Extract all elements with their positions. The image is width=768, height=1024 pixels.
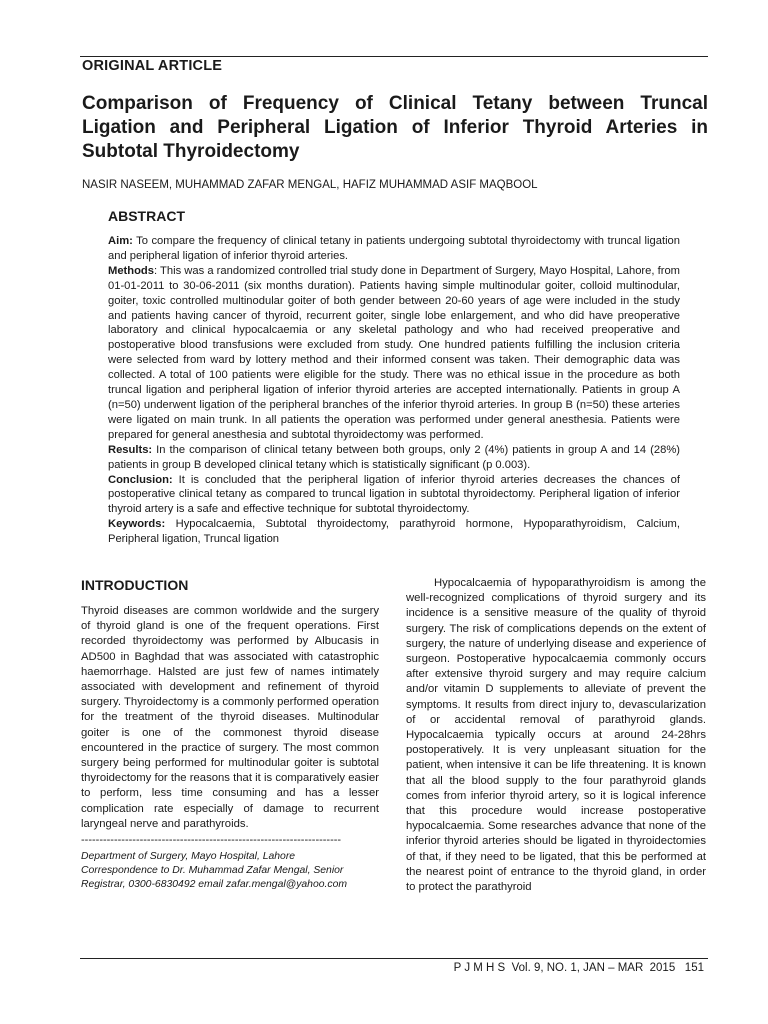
footnote-separator: ----------------------------------------------------------------------- (81, 834, 342, 847)
abstract-aim (108, 234, 680, 264)
results-text: In the comparison of clinical tetany between both groups, only 2 (4%) patients in group A and 14 (28%) patients in group B developed clinical tetany which is statistically significant (p 0.003). (108, 443, 680, 471)
article-title: Comparison of Frequency of Clinical Tetany between Truncal Ligation and Peripheral Ligation of Inferior Thyroid Arteries in Subtotal Thyroidectomy (82, 93, 708, 162)
abstract-keywords (108, 517, 680, 547)
aim-text: To compare the frequency of clinical tetany in patients undergoing subtotal thyroidectomy with truncal ligation and peripheral ligation of inferior thyroid arteries. (108, 235, 680, 262)
results-label: Results: (108, 443, 153, 456)
keywords-text: Hypocalcaemia, Subtotal thyroidectomy, parathyroid hormone, Hypoparathyroidism, Calcium, Peripheral ligation, Truncal ligation (108, 518, 680, 546)
abstract-results (108, 443, 680, 473)
introduction-paragraph-right: Hypocalcaemia of hypoparathyroidism is among the well-recognized complications of thyroid surgery and its incidence is a sensitive measure of the quality of thyroid surgery. The risk of complications depends on the extent of surgery, the nature of underlying disease and experience of surgeon. Postoperative hypocalcaemia commonly occurs after extensive thyroid surgery and may require calcium and/or vitamin D supplements to alleviate of prevent the symptoms. It results from direct injury to, devascularization of or accidental removal of parathyroid glands. Hypocalcaemia typically occurs at around 24-28hrs postoperatively. It is very unpleasant situation for the patient, when intensive it can be life threatening. It is known that all the blood supply to the four parathyroid glands comes from inferior thyroid artery, so it is logical inference that this procedure would increase postoperative hypocalcaemia. Some researches advance that none of the inferior thyroid arteries should be ligated in thyroidectomies of that, if they need to be ligated, that this be performed at the nearest point of entrance to the thyroid gland, in order to protect the parathyroid (406, 577, 706, 894)
conclusion-label: Conclusion: (108, 473, 173, 486)
footnote-contact: Registrar, 0300-6830492 email zafar.mengal@yahoo.com (81, 879, 348, 891)
footnote-correspondence: Correspondence to Dr. Muhammad Zafar Mengal, Senior (81, 865, 344, 877)
keywords-label: Keywords: (108, 518, 166, 531)
section-label: ORIGINAL ARTICLE (82, 58, 223, 74)
top-rule (80, 56, 708, 57)
left-column (81, 576, 379, 893)
author-list: NASIR NASEEM, MUHAMMAD ZAFAR MENGAL, HAFIZ MUHAMMAD ASIF MAQBOOL (82, 179, 538, 191)
abstract-heading: ABSTRACT (108, 208, 185, 224)
right-column (406, 576, 706, 895)
introduction-paragraph-left: Thyroid diseases are common worldwide and the surgery of thyroid gland is one of the frequent operations. First recorded thyroidectomy was performed by Albucasis in AD500 in Baghdad that was associated with catastrophic haemorrhage. Halsted are just few of names intimately associated with development and refinement of thyroid surgery. Thyroidectomy is a commonly performed operation for the treatment of the thyroid diseases. Multinodular goiter is one of the commonest thyroid disease encountered in the practice of surgery. The most common surgery being performed for multinodular goiter is subtotal thyroidectomy for the reasons that it is comparatively easier to perform, less time consuming and has a lesser complication rate especially of damage to recurrent laryngeal nerve and parathyroids. (81, 605, 379, 830)
abstract-conclusion (108, 473, 680, 518)
methods-label: Methods (108, 264, 154, 277)
aim-label: Aim: (108, 235, 133, 247)
abstract-body (108, 234, 680, 547)
footnote (81, 850, 379, 893)
bottom-rule (80, 958, 708, 959)
abstract-methods (108, 264, 680, 443)
introduction-heading: INTRODUCTION (81, 577, 189, 593)
methods-text: : This was a randomized controlled trial study done in Department of Surgery, Mayo Hospital, Lahore, from 01-01-2011 to 30-06-2011 (six months duration). Patients having simple multinodular goiter, colloid multinodular, goiter, toxic controlled multinodular goiter of both gender between 20-60 years of age were included in the study and patients having cancer of thyroid, recurrent goiter, single lobe enlargement, and who did have preoperative laboratory and clinical hypocalcaemia or any skeletal pathology and who had received preoperative and postoperative blood transfusions were excluded from study. One hundred patients fulfilling the inclusion criteria were selected from ward by lottery method and their informed consent was taken. Their demographic data was collected. A total of 100 patients were eligible for the study. There was no ethical issue in the procedure as both truncal ligation and peripheral ligation of inferior thyroid arteries are accepted internationally. Patients in group A (n=50) underwent ligation of the peripheral branches of the inferior thyroid arteries. In group B (n=50) these arteries were ligated on main trunk. In all patients the operation was performed under general anesthesia. Patients were prepared for general anesthesia and subtotal thyroidectomy was performed. (108, 264, 680, 441)
journal-footer: P J M H S Vol. 9, NO. 1, JAN – MAR 2015 151 (453, 962, 704, 974)
footnote-affiliation: Department of Surgery, Mayo Hospital, Lahore (81, 851, 296, 863)
conclusion-text: It is concluded that the peripheral ligation of inferior thyroid arteries decreases the chances of postoperative clinical tetany as compared to truncal ligation in subtotal thyroidectomy. Peripheral ligation of inferior thyroid artery is a safe and effective technique for subtotal thyroidectomy. (108, 473, 680, 516)
